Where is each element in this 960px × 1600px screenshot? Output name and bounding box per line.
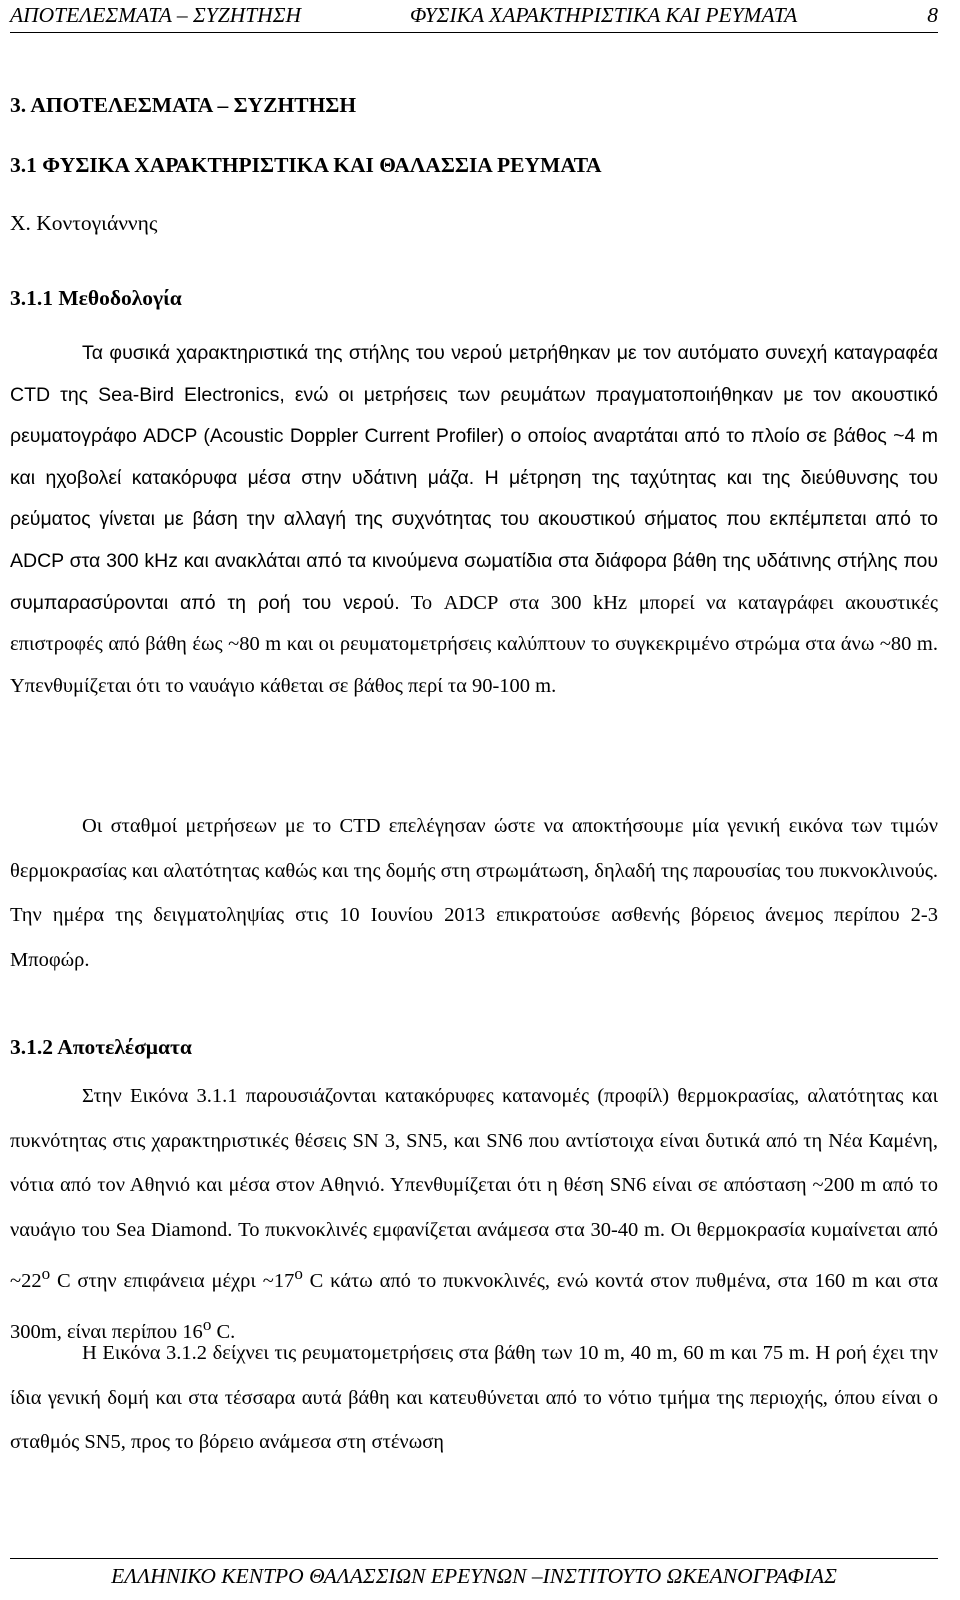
degree-mark-1: ο <box>41 1264 51 1283</box>
degree-mark-2: ο <box>294 1264 303 1283</box>
section-heading: 3.1 ΦΥΣΙΚΑ ΧΑΡΑΚΤΗΡΙΣΤΙΚΑ ΚΑΙ ΘΑΛΑΣΣΙΑ ΡΕΥΜΑΤΑ <box>10 153 602 177</box>
methodology-text-b: Η μέτρηση της ταχύτητας και της διεύθυνσης του ρεύματος γίνεται με βάση την αλλαγή της συχνότητας του ακουστικού σήματος που εκπέμπεται από το ADCP στα 300 kHz και ανακλάται από τα κινούμενα σωματίδια στα διάφορα βάθη της υδάτινης στήλης που συμπαρασύρονται από τη ροή του νερού. <box>10 466 938 614</box>
running-footer: ΕΛΛΗΝΙΚΟ ΚΕΝΤΡΟ ΘΑΛΑΣΣΙΩΝ ΕΡΕΥΝΩΝ –ΙΝΣΤΙΤΟΥΤΟ ΩΚΕΑΝΟΓΡΑΦΙΑΣ <box>10 1558 938 1589</box>
chapter-heading: 3. ΑΠΟΤΕΛΕΣΜΑΤΑ – ΣΥΖΗΤΗΣΗ <box>10 93 357 117</box>
results-text-c: C κάτω από το πυκνοκλινές, ενώ κοντά στον πυθμένα, στα 160 m και στα 300m, είναι περίπου 16 <box>10 1269 938 1344</box>
running-header <box>10 2 938 33</box>
results-text-a: Στην Εικόνα 3.1.1 παρουσιάζονται κατακόρυφες κατανομές (προφίλ) θερμοκρασίας, αλατότητας και πυκνότητας στις χαρακτηριστικές θέσεις SN 3, SN5, και SN6 που αντίστοιχα είναι δυτικά από τη Νέα Καμένη, νότια από τον Αθηνιό και μέσα στον Αθηνιό. Υπενθυμίζεται ότι η θέση SN6 είναι σε απόσταση ~200 m από το ναυάγιο του Sea Diamond. Το πυκνοκλινές εμφανίζεται ανάμεσα στα 30-40 m. Οι θερμοκρασία κυμαίνεται από ~22 <box>10 1085 938 1292</box>
methodology-paragraph-2 <box>10 804 938 982</box>
author-name: Χ. Κοντογιάννης <box>10 211 158 235</box>
methodology-text-a: Τα φυσικά χαρακτηριστικά της στήλης του νερού μετρήθηκαν με τον αυτόματο συνεχή καταγραφέα CTD της Sea-Bird Electronics, ενώ οι μετρήσεις των ρευμάτων πραγματοποιήθηκαν με τον ακουστικό ρευματογράφο ADCP (Acoustic Doppler Current Profiler) ο οποίος αναρτάται από το πλοίο σε βάθος ~4 m και ηχοβολεί κατακόρυφα μέσα στην υδάτινη μάζα. <box>10 342 938 489</box>
results-text-b: C στην επιφάνεια μέχρι ~17 <box>50 1269 295 1292</box>
methodology-paragraph-1 <box>10 333 938 707</box>
results-text-e: Η Εικόνα 3.1.2 δείχνει τις ρευματομετρήσεις στα βάθη των 10 m, 40 m, 60 m και 75 m. Η ροή έχει την ίδια γενική δομή και στα τέσσαρα αυτά βάθη και κατευθύνεται από το νότιο τμήμα της περιοχής, όπου είναι ο σταθμός SN5, προς το βόρειο ανάμεσα στη στένωση <box>10 1342 938 1453</box>
methodology-text-c: Το ADCP στα 300 kHz μπορεί να καταγράφει ακουστικές επιστροφές από βάθη έως ~80 m και οι ρευματομετρήσεις καλύπτουν το συγκεκριμένο στρώμα στα άνω ~80 m. Υπενθυμίζεται ότι το ναυάγιο κάθεται σε βάθος περί τα 90-100 m. <box>10 591 938 697</box>
page-number: 8 <box>927 3 938 27</box>
results-paragraph-1 <box>10 1074 938 1355</box>
header-right-title: ΦΥΣΙΚΑ ΧΑΡΑΚΤΗΡΙΣΤΙΚΑ ΚΑΙ ΡΕΥΜΑΤΑ <box>410 3 798 27</box>
results-text-d: C. <box>211 1321 236 1344</box>
header-left-title: ΑΠΟΤΕΛΕΣΜΑΤΑ – ΣΥΖΗΤΗΣΗ <box>10 3 302 27</box>
methodology-heading: 3.1.1 Μεθοδολογία <box>10 286 182 310</box>
results-paragraph-2 <box>10 1331 938 1465</box>
results-heading: 3.1.2 Αποτελέσματα <box>10 1035 192 1059</box>
degree-mark-3: ο <box>202 1315 212 1335</box>
methodology-text-d: Οι σταθμοί μετρήσεων με το CTD επελέγησαν ώστε να αποκτήσουμε μία γενική εικόνα των τιμών θερμοκρασίας και αλατότητας καθώς και της δομής στη στρωμάτωση, δηλαδή της παρουσίας του πυκνοκλινούς. Την ημέρα της δειγματοληψίας στις 10 Ιουνίου 2013 επικρατούσε ασθενής βόρειος άνεμος περίπου 2-3 Μποφώρ. <box>10 815 938 971</box>
